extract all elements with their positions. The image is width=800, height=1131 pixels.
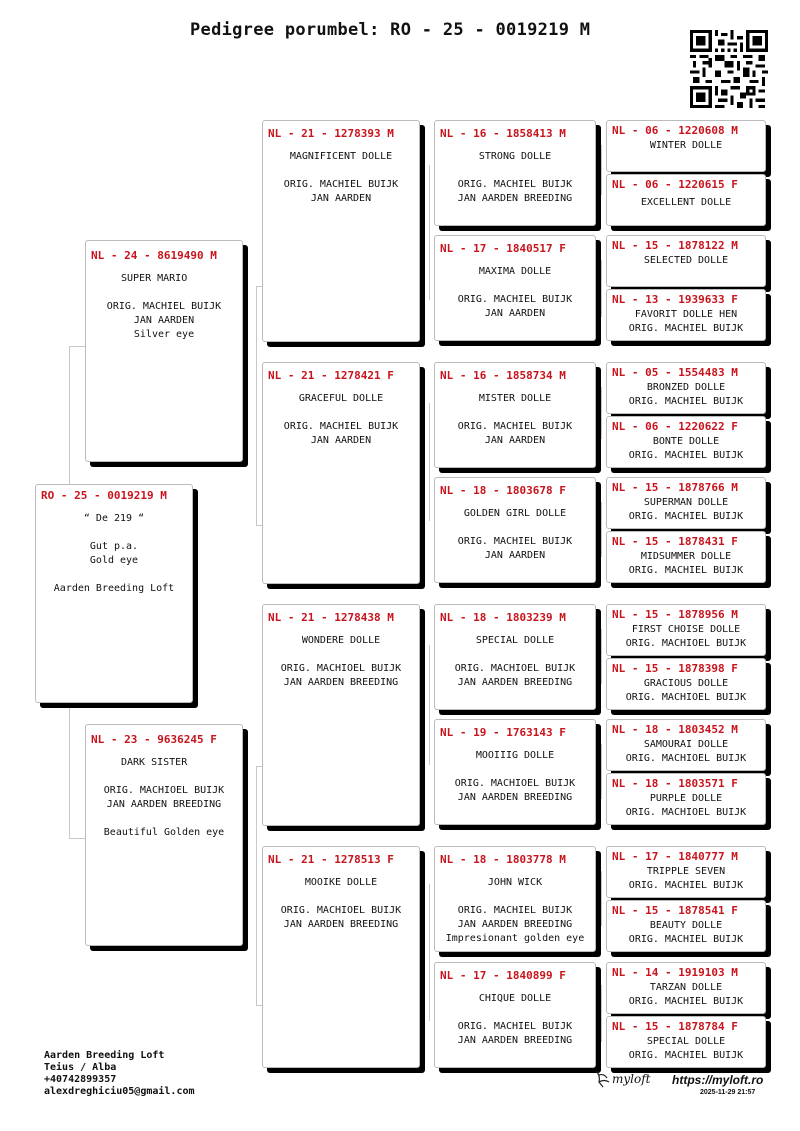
pigeon-note: ORIG. MACHIOEL BUIJK [625,752,747,764]
pigeon-note: ORIG. MACHIEL BUIJK [457,1021,573,1032]
pigeon-name: FIRST CHOISE DOLLE [631,624,741,635]
pigeon-card-gen2[interactable] [262,120,420,342]
ring-number: NL - 21 - 1278393 M [268,127,394,140]
pigeon-note: JAN AARDEN [310,193,372,204]
pigeon-name: SUPERMAN DOLLE [643,497,729,508]
pigeon-note: JAN AARDEN BREEDING [283,919,399,930]
pigeon-card-gen4[interactable] [606,416,766,468]
pigeon-card-gen3[interactable] [434,362,596,468]
ring-number: NL - 21 - 1278421 F [268,369,394,382]
email-address[interactable]: alexdreghiciu05@gmail.com [44,1086,195,1097]
page-title: Pedigree porumbel: RO - 25 - 0019219 M [190,20,591,40]
ring-number: NL - 18 - 1803452 M [612,723,738,736]
pigeon-name: SPECIAL DOLLE [475,635,555,646]
ring-number: NL - 18 - 1803571 F [612,777,738,790]
ring-number: NL - 16 - 1858413 M [440,127,566,140]
pigeon-name: EXCELLENT DOLLE [640,197,732,208]
pigeon-name: SAMOURAI DOLLE [643,739,729,750]
pigeon-card-gen4[interactable] [606,658,766,710]
pigeon-card-gen3[interactable] [434,477,596,583]
pigeon-note: ORIG. MACHIEL BUIJK [457,421,573,432]
pigeon-note: JAN AARDEN BREEDING [457,792,573,803]
pigeon-card-gen3[interactable] [434,604,596,710]
pigeon-card-gen3[interactable] [434,719,596,825]
ring-number: NL - 05 - 1554483 M [612,366,738,379]
ring-number: NL - 17 - 1840517 F [440,242,566,255]
pigeon-name: MISTER DOLLE [478,393,552,404]
pigeon-card-gen4[interactable] [606,900,766,952]
pigeon-note: ORIG. MACHIEL BUIJK [628,322,744,334]
pigeon-name: MOOIIIG DOLLE [475,750,555,761]
ring-number: NL - 15 - 1878398 F [612,662,738,675]
ring-number: NL - 13 - 1939633 F [612,293,738,306]
pigeon-note: ORIG. MACHIOEL BUIJK [280,905,402,916]
ring-number: NL - 15 - 1878784 F [612,1020,738,1033]
pigeon-name: MIDSUMMER DOLLE [640,551,732,562]
pigeon-note: JAN AARDEN BREEDING [457,193,573,204]
pigeon-card-gen4[interactable] [606,719,766,771]
pigeon-note: Aarden Breeding Loft [53,583,175,594]
ring-number: NL - 18 - 1803778 M [440,853,566,866]
pigeon-name: SUPER MARIO [121,273,188,284]
ring-number: RO - 25 - 0019219 M [41,489,167,502]
pigeon-note: ORIG. MACHIEL BUIJK [457,536,573,547]
ring-number: NL - 15 - 1878766 M [612,481,738,494]
pigeon-card-gen3[interactable] [434,962,596,1068]
pigeon-note: ORIG. MACHIEL BUIJK [628,564,744,576]
ring-number: NL - 18 - 1803239 M [440,611,566,624]
pigeon-card-sire[interactable] [85,240,243,462]
pigeon-note: Gold eye [89,555,139,566]
pigeon-name: TARZAN DOLLE [649,982,723,993]
contact-info [44,1050,195,1098]
pigeon-note: ORIG. MACHIEL BUIJK [628,510,744,522]
pigeon-name: MAGNIFICENT DOLLE [289,151,393,162]
pigeon-name: SELECTED DOLLE [643,255,729,266]
ring-number: NL - 21 - 1278513 F [268,853,394,866]
pigeon-note: ORIG. MACHIOEL BUIJK [625,691,747,703]
ring-number: NL - 21 - 1278438 M [268,611,394,624]
pigeon-card-gen4[interactable] [606,1016,766,1068]
pigeon-name: GOLDEN GIRL DOLLE [463,508,567,519]
pigeon-name: SPECIAL DOLLE [646,1036,726,1047]
pigeon-card-gen3[interactable] [434,235,596,341]
loft-name: Aarden Breeding Loft [44,1050,165,1061]
ring-number: NL - 15 - 1878956 M [612,608,738,621]
pigeon-note: ORIG. MACHIOEL BUIJK [454,778,576,789]
ring-number: NL - 17 - 1840899 F [440,969,566,982]
ring-number: NL - 18 - 1803678 F [440,484,566,497]
pigeon-note: ORIG. MACHIOEL BUIJK [625,637,747,649]
pigeon-name: DARK SISTER [121,757,188,768]
pigeon-note: ORIG. MACHIEL BUIJK [283,421,399,432]
pigeon-name: GRACEFUL DOLLE [298,393,384,404]
pigeon-note: ORIG. MACHIEL BUIJK [628,879,744,891]
ring-number: NL - 24 - 8619490 M [91,249,217,262]
pigeon-card-gen4[interactable] [606,289,766,341]
pigeon-name: BONTE DOLLE [652,436,720,447]
qr-code [690,30,768,108]
myloft-logo: myloft [612,1072,651,1086]
pigeon-name: PURPLE DOLLE [649,793,723,804]
pigeon-note: JAN AARDEN [310,435,372,446]
ring-number: NL - 06 - 1220608 M [612,124,738,137]
pigeon-note: Gut p.a. [89,541,139,552]
pigeon-card-gen4[interactable] [606,174,766,226]
pigeon-note: JAN AARDEN BREEDING [457,919,573,930]
pigeon-name: BRONZED DOLLE [646,382,726,393]
pigeon-note: ORIG. MACHIEL BUIJK [628,1049,744,1061]
pigeon-name: FAVORIT DOLLE HEN [634,309,738,320]
pigeon-card-gen4[interactable] [606,962,766,1014]
pigeon-note: ORIG. MACHIEL BUIJK [457,905,573,916]
loft-location: Teius / Alba [44,1062,117,1073]
ring-number: NL - 19 - 1763143 F [440,726,566,739]
pigeon-note: JAN AARDEN BREEDING [457,677,573,688]
ring-number: NL - 06 - 1220622 F [612,420,738,433]
pigeon-note: JAN AARDEN [484,435,546,446]
pigeon-note: ORIG. MACHIEL BUIJK [628,395,744,407]
pigeon-note: ORIG. MACHIEL BUIJK [628,449,744,461]
pigeon-note: ORIG. MACHIOEL BUIJK [454,663,576,674]
pigeon-card-gen4[interactable] [606,846,766,898]
pigeon-card-gen4[interactable] [606,604,766,656]
pigeon-note: JAN AARDEN BREEDING [106,799,222,810]
pigeon-name: MAXIMA DOLLE [478,266,552,277]
pigeon-note: ORIG. MACHIOEL BUIJK [103,785,225,796]
pigeon-name: MOOIKE DOLLE [304,877,378,888]
pigeon-name: CHIQUE DOLLE [478,993,552,1004]
pigeon-note: ORIG. MACHIEL BUIJK [457,294,573,305]
pigeon-card-dam[interactable] [85,724,243,946]
pigeon-note: ORIG. MACHIEL BUIJK [628,995,744,1007]
pigeon-note: JAN AARDEN BREEDING [283,677,399,688]
pigeon-name: JOHN WICK [487,877,543,888]
pigeon-note: JAN AARDEN [484,550,546,561]
pigeon-card-gen4[interactable] [606,477,766,529]
pigeon-card-root[interactable] [35,484,193,703]
pigeon-note: Beautiful Golden eye [103,827,225,838]
print-timestamp: 2025-11-29 21:57 [700,1089,756,1096]
pigeon-note: JAN AARDEN [133,315,195,326]
ring-number: NL - 15 - 1878541 F [612,904,738,917]
ring-number: NL - 17 - 1840777 M [612,850,738,863]
ring-number: NL - 15 - 1878431 F [612,535,738,548]
pigeon-logo-icon [593,1069,611,1089]
pigeon-card-gen2[interactable] [262,604,420,826]
pigeon-note: ORIG. MACHIEL BUIJK [283,179,399,190]
ring-number: NL - 23 - 9636245 F [91,733,217,746]
pigeon-card-gen2[interactable] [262,362,420,584]
pigeon-note: ORIG. MACHIEL BUIJK [628,933,744,945]
pigeon-note: JAN AARDEN BREEDING [457,1035,573,1046]
ring-number: NL - 15 - 1878122 M [612,239,738,252]
pigeon-name: STRONG DOLLE [478,151,552,162]
ring-number: NL - 06 - 1220615 F [612,178,738,191]
pigeon-note: Silver eye [133,329,195,340]
pigeon-note: ORIG. MACHIOEL BUIJK [280,663,402,674]
pigeon-card-gen2[interactable] [262,846,420,1068]
pigeon-note: Impresionant golden eye [445,933,585,944]
pigeon-name: TRIPPLE SEVEN [646,866,726,877]
pigeon-card-gen4[interactable] [606,235,766,287]
pigeon-card-gen4[interactable] [606,773,766,825]
pigeon-name: WONDERE DOLLE [301,635,381,646]
pigeon-note: ORIG. MACHIOEL BUIJK [625,806,747,818]
pigeon-note: JAN AARDEN [484,308,546,319]
pigeon-note: ORIG. MACHIEL BUIJK [457,179,573,190]
pigeon-name: “ De 219 “ [83,513,145,524]
pigeon-name: BEAUTY DOLLE [649,920,723,931]
ring-number: NL - 14 - 1919103 M [612,966,738,979]
pigeon-name: WINTER DOLLE [649,140,723,151]
ring-number: NL - 16 - 1858734 M [440,369,566,382]
pigeon-note: ORIG. MACHIEL BUIJK [106,301,222,312]
pigeon-card-gen3[interactable] [434,846,596,952]
pigeon-name: GRACIOUS DOLLE [643,678,729,689]
pigeon-card-gen3[interactable] [434,120,596,226]
website-link[interactable]: https://myloft.ro [672,1073,764,1087]
pigeon-card-gen4[interactable] [606,362,766,414]
pigeon-card-gen4[interactable] [606,531,766,583]
phone-number: +40742899357 [44,1074,117,1085]
pigeon-card-gen4[interactable] [606,120,766,172]
